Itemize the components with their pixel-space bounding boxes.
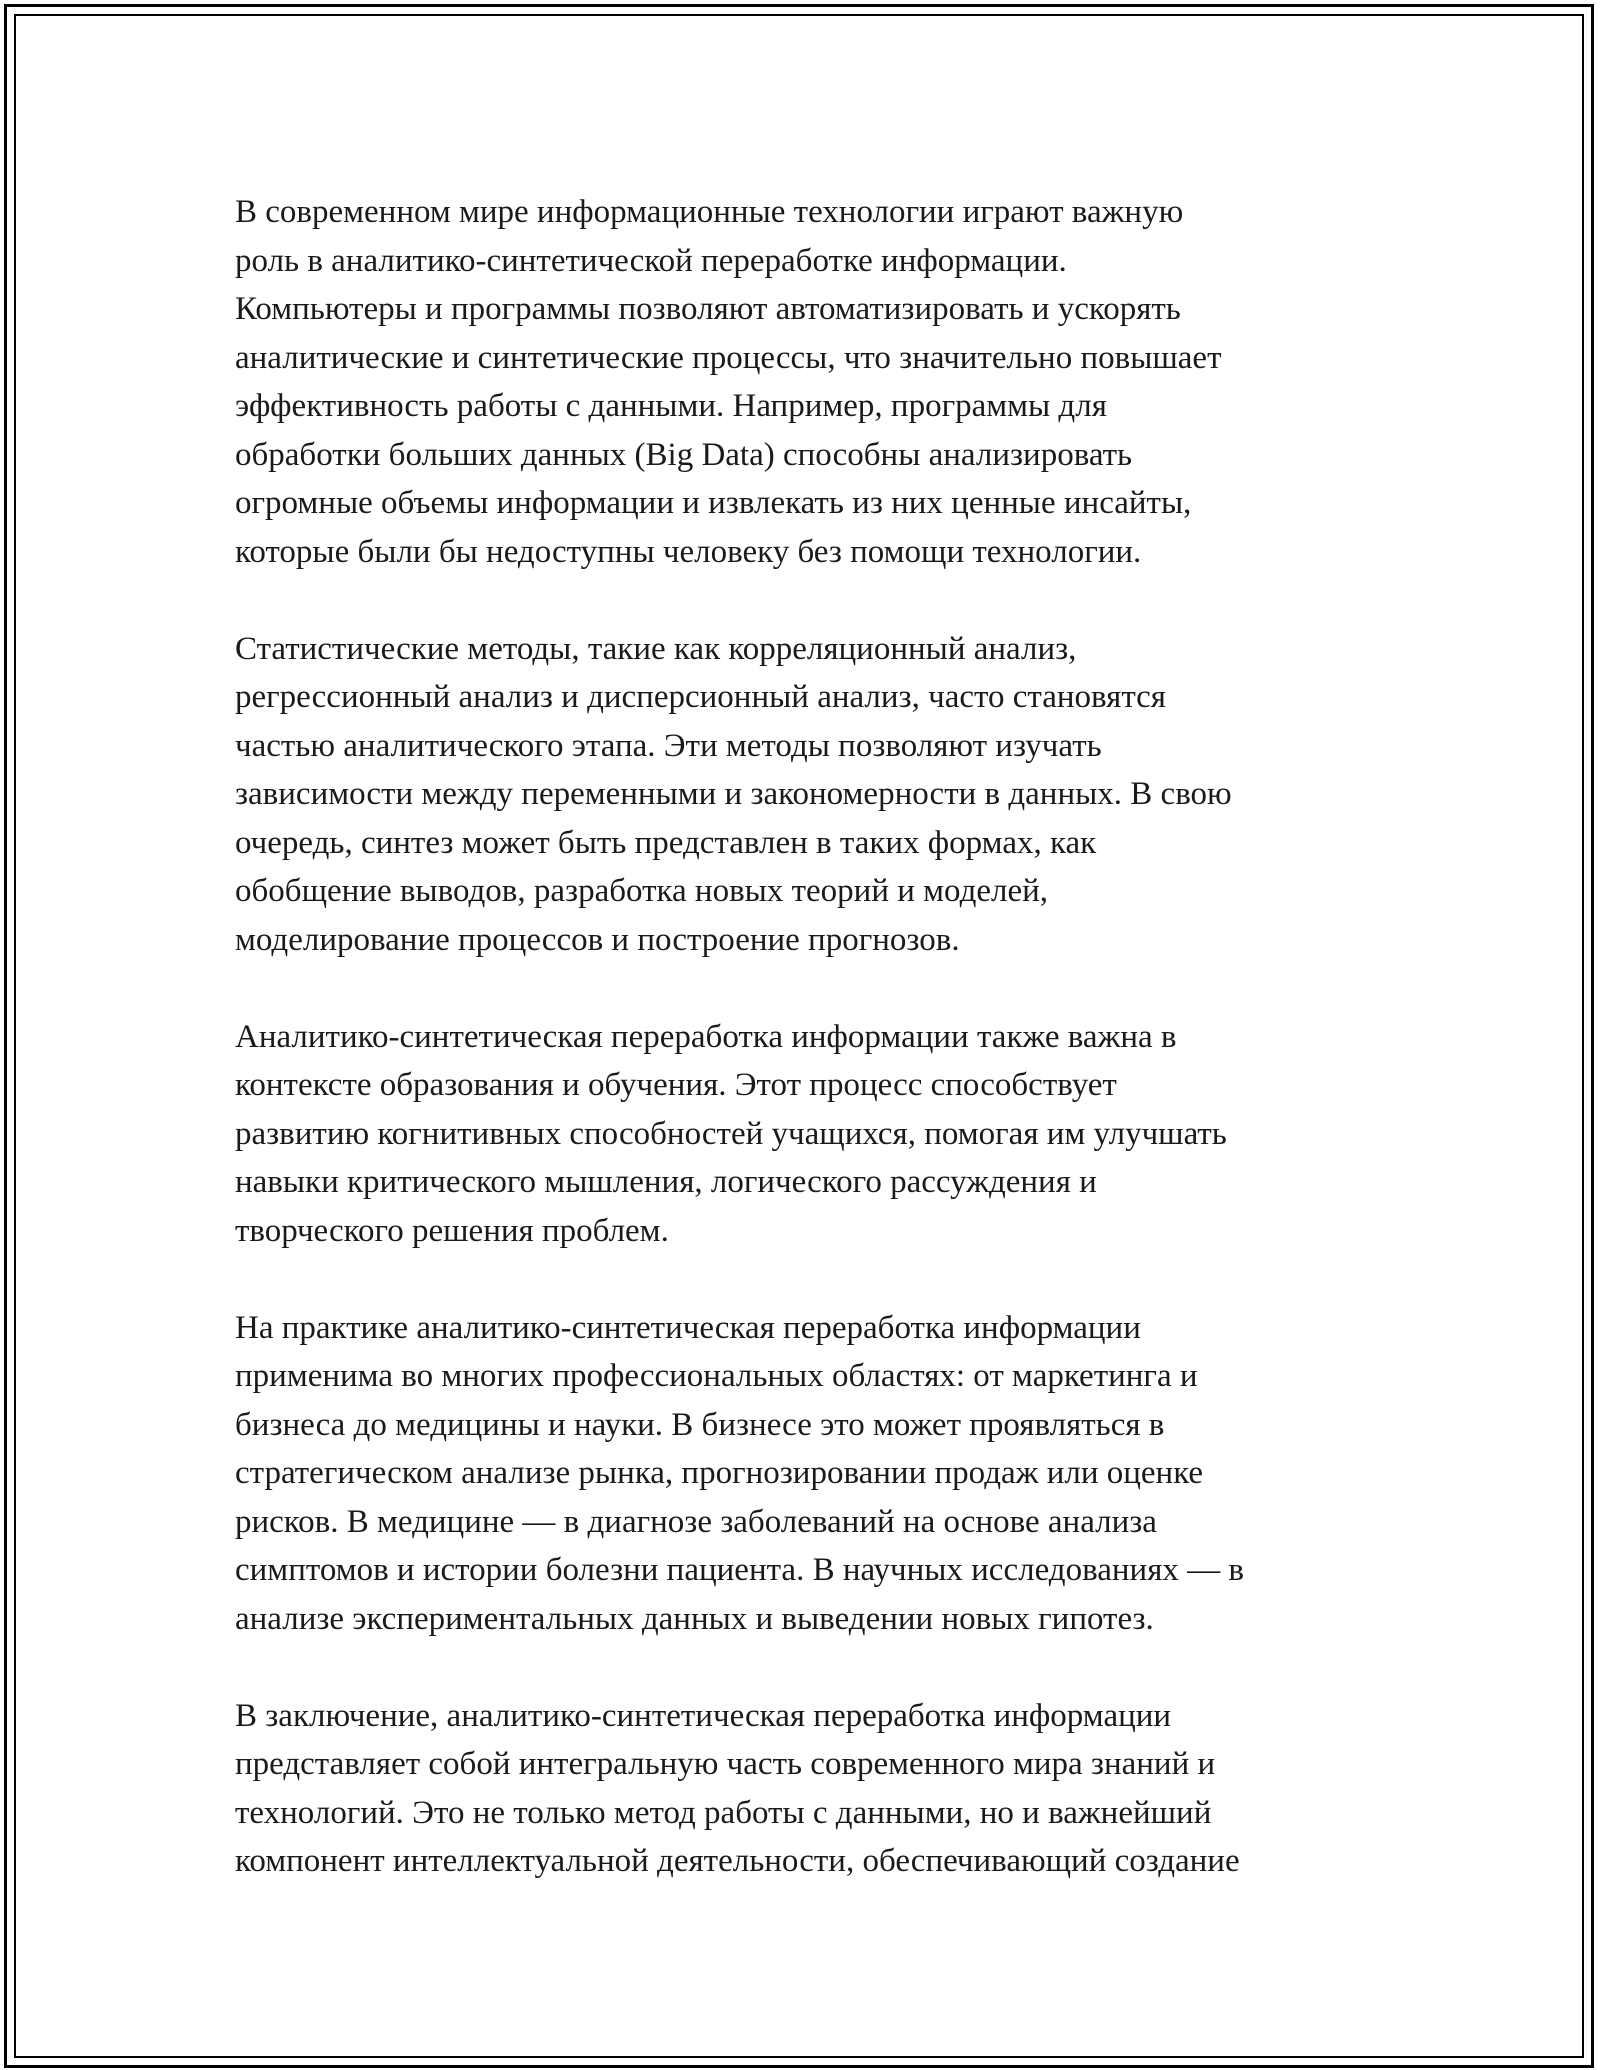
text-line: В современном мире информационные технологии играют важную	[235, 194, 1184, 230]
text-line: моделирование процессов и построение прогнозов.	[235, 921, 960, 958]
paragraph-3	[235, 1013, 1395, 1256]
paragraph-2	[235, 625, 1395, 965]
text-line: роль в аналитико-синтетической переработке информации.	[235, 242, 1067, 279]
paragraph-5	[235, 1692, 1395, 1886]
text-line: В заключение, аналитико-синтетическая переработка информации	[235, 1697, 1172, 1734]
text-line: которые были бы недоступны человеку без помощи технологии.	[235, 533, 1142, 570]
text-line: аналитические и синтетические процессы, что значительно повышает	[235, 339, 1222, 376]
text-line: Компьютеры и программы позволяют автоматизировать и ускорять	[235, 291, 1181, 327]
text-line: применима во многих профессиональных областях: от маркетинга и	[235, 1358, 1198, 1394]
text-line: развитию когнитивных способностей учащихся, помогая им улучшать	[235, 1115, 1227, 1152]
text-line: навыки критического мышления, логического рассуждения и	[235, 1164, 1097, 1200]
text-line: регрессионный анализ и дисперсионный анализ, часто становятся	[235, 679, 1166, 715]
text-line: обработки больших данных (Big Data) способны анализировать	[235, 436, 1133, 473]
text-line: Статистические методы, такие как корреляционный анализ,	[235, 630, 1077, 667]
text-line: очередь, синтез может быть представлен в таких формах, как	[235, 824, 1097, 861]
text-line: обобщение выводов, разработка новых теорий и моделей,	[235, 873, 1049, 909]
text-line: представляет собой интегральную часть современного мира знаний и	[235, 1746, 1216, 1782]
text-line: частью аналитического этапа. Эти методы позволяют изучать	[235, 727, 1102, 764]
text-line: контексте образования и обучения. Этот процесс способствует	[235, 1067, 1117, 1103]
document-body	[235, 188, 1395, 1934]
text-line: огромные объемы информации и извлекать из них ценные инсайты,	[235, 485, 1192, 521]
text-line: зависимости между переменными и закономерности в данных. В свою	[235, 776, 1232, 812]
text-line: бизнеса до медицины и науки. В бизнесе это может проявляться в	[235, 1406, 1165, 1443]
text-line: симптомов и истории болезни пациента. В научных исследованиях — в	[235, 1552, 1244, 1588]
text-line: компонент интеллектуальной деятельности, обеспечивающий создание	[235, 1843, 1240, 1879]
text-line: технологий. Это не только метод работы с данными, но и важнейший	[235, 1794, 1212, 1831]
text-line: Аналитико-синтетическая переработка информации также важна в	[235, 1018, 1177, 1055]
text-line: рисков. В медицине — в диагнозе заболеваний на основе анализа	[235, 1503, 1157, 1540]
paragraph-1	[235, 188, 1395, 576]
paragraph-4	[235, 1304, 1395, 1644]
text-line: творческого решения проблем.	[235, 1212, 669, 1249]
text-line: эффективность работы с данными. Например, программы для	[235, 388, 1107, 424]
text-line: анализе экспериментальных данных и выведении новых гипотез.	[235, 1600, 1154, 1637]
text-line: стратегическом анализе рынка, прогнозировании продаж или оценке	[235, 1455, 1204, 1491]
text-line: На практике аналитико-синтетическая переработка информации	[235, 1309, 1141, 1346]
